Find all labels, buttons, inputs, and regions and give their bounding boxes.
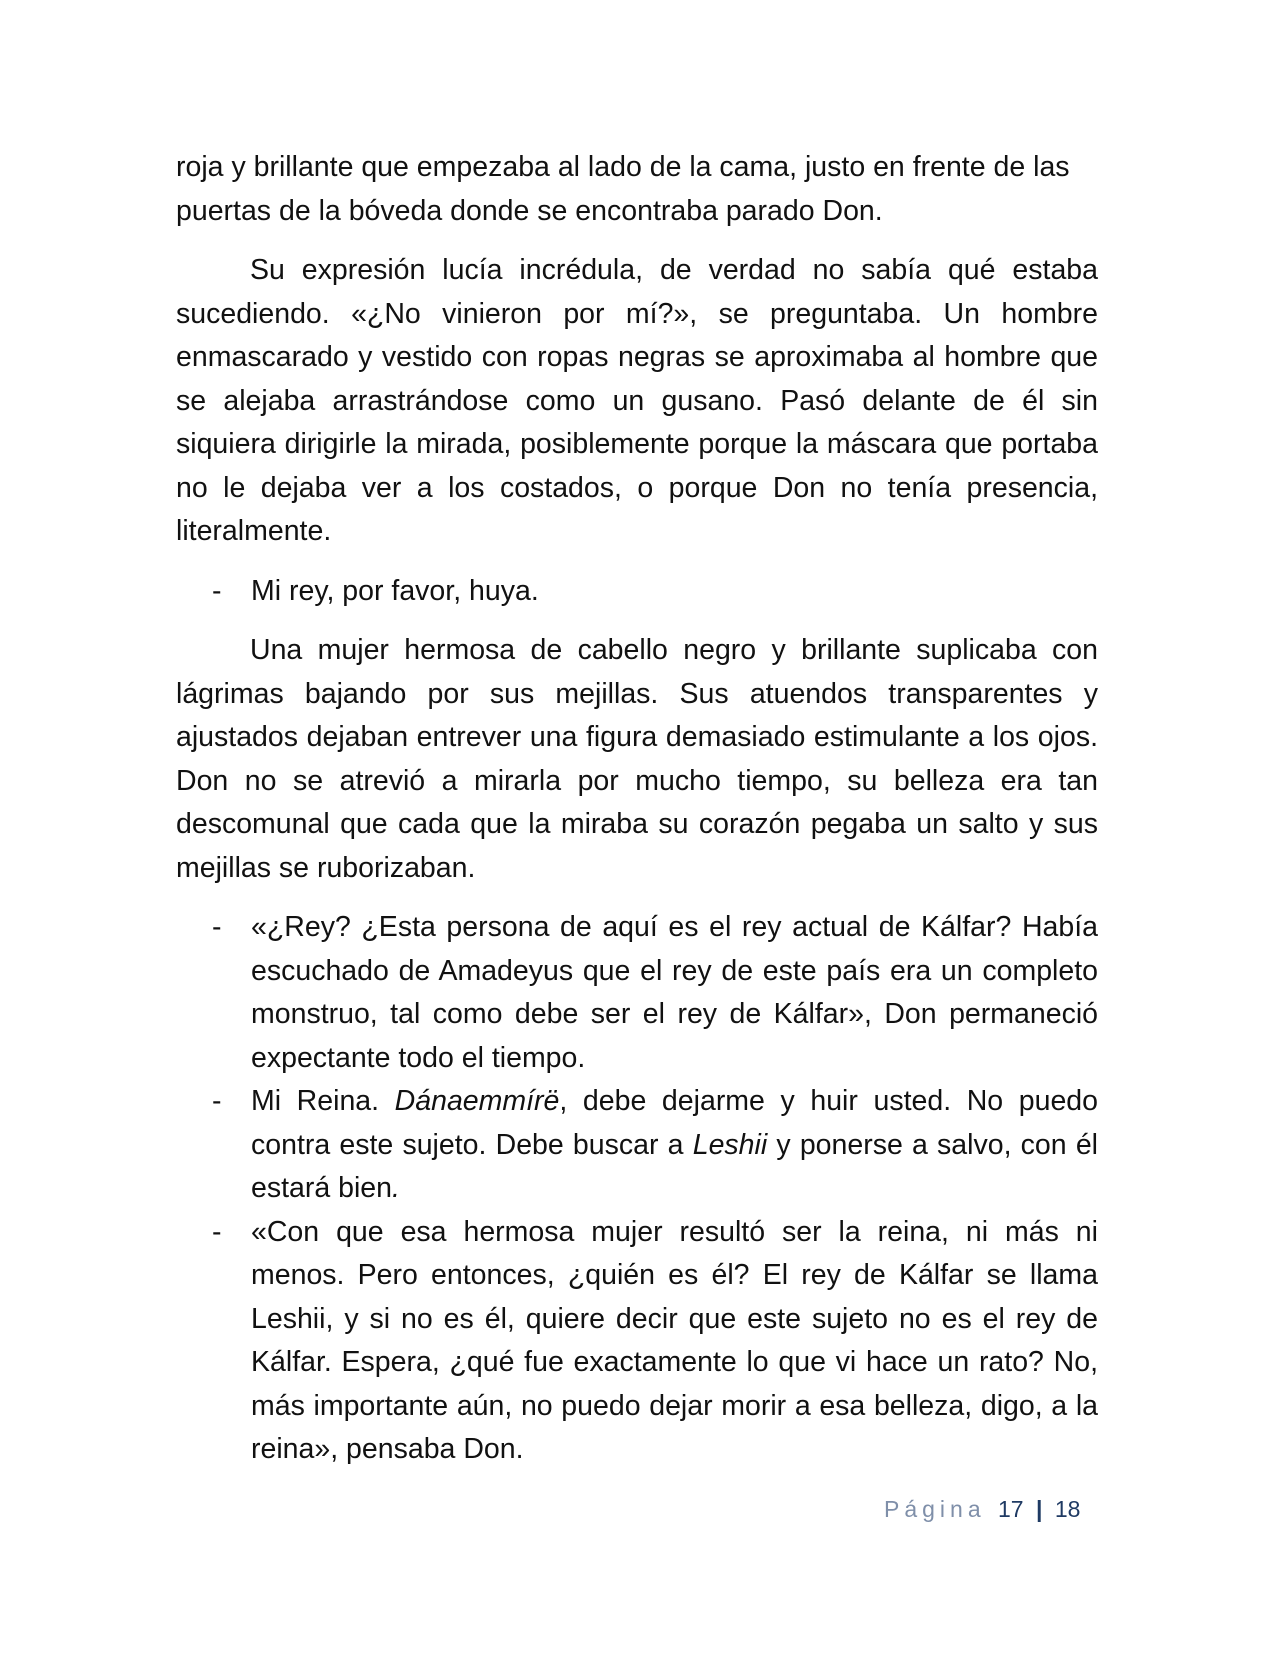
- dialogue-line-my-king: [176, 570, 1098, 614]
- dialogue-name-italic: Dánaemmírë: [394, 1085, 560, 1117]
- paragraph-expression: Su expresión lucía incrédula, de verdad no sabía qué estaba sucediendo. «¿No vinieron por mí?», se preguntaba. Un hombre enmascarado y vestido con ropas negras se aproximaba al hombre que se alejaba arrastrándose como un gusano. Pasó delante de él sin siquiera dirigirle la mirada, posiblemente porque la máscara que portaba no le dejaba ver a los costados, o porque Don no tenía presencia, literalmente.: [176, 254, 1098, 547]
- dialogue-dash: -: [212, 574, 222, 607]
- page-footer: [884, 1494, 1080, 1524]
- dialogue-dash: -: [212, 1085, 222, 1117]
- dialogue-list-2: [176, 906, 1098, 1472]
- page-number: 17: [998, 1496, 1024, 1522]
- dialogue-text: Mi rey, por favor, huya.: [251, 574, 539, 607]
- dialogue-list-1: [176, 570, 1098, 614]
- dialogue-name-italic: Leshii: [692, 1128, 768, 1161]
- dialogue-text: y ponerse a salvo, con él estará bien: [251, 1128, 1098, 1204]
- page-label: Página: [884, 1496, 986, 1522]
- page-separator: |: [1036, 1496, 1043, 1522]
- document-page: [176, 146, 1098, 1472]
- dialogue-text: , debe dejarme y huir usted. No puedo contra este sujeto. Debe buscar a: [251, 1085, 1099, 1161]
- page-total: 18: [1054, 1496, 1081, 1522]
- dialogue-text: «Con que esa hermosa mujer resultó ser la reina, ni más ni menos. Pero entonces, ¿quién es él? El rey de Kálfar se llama Leshii, y si no es él, quiere decir que este sujeto no es el rey de Kálfar. Espera, ¿qué fue exactamente lo que vi hace un rato? No, más importante aún, no puedo dejar morir a esa belleza, digo, a la reina», pensaba Don.: [251, 1215, 1098, 1465]
- dialogue-line-king-thought: [176, 906, 1098, 1080]
- dialogue-text: «¿Rey? ¿Esta persona de aquí es el rey actual de Kálfar? Había escuchado de Amadeyus que el rey de este país era un completo monstruo, tal como debe ser el rey de Kálfar», Don permaneció expectante todo el tiempo.: [251, 911, 1098, 1074]
- dialogue-dash: -: [212, 911, 222, 943]
- paragraph-woman: Una mujer hermosa de cabello negro y brillante suplicaba con lágrimas bajando por sus mejillas. Sus atuendos transparentes y ajustados dejaban entrever una figura demasiado estimulante a los ojos. Don no se atrevió a mirarla por mucho tiempo, su belleza era tan descomunal que cada que la miraba su corazón pegaba un salto y sus mejillas se ruborizaban.: [176, 634, 1098, 884]
- dialogue-line-queen-thought: [176, 1211, 1098, 1472]
- dialogue-period-italic: .: [392, 1172, 400, 1204]
- dialogue-line-my-queen: [176, 1080, 1098, 1211]
- dialogue-dash: -: [212, 1215, 222, 1248]
- paragraph-continuation: roja y brillante que empezaba al lado de la cama, justo en frente de las puertas de la bóveda donde se encontraba parado Don.: [176, 151, 1070, 227]
- dialogue-text: Mi Reina.: [251, 1085, 395, 1117]
